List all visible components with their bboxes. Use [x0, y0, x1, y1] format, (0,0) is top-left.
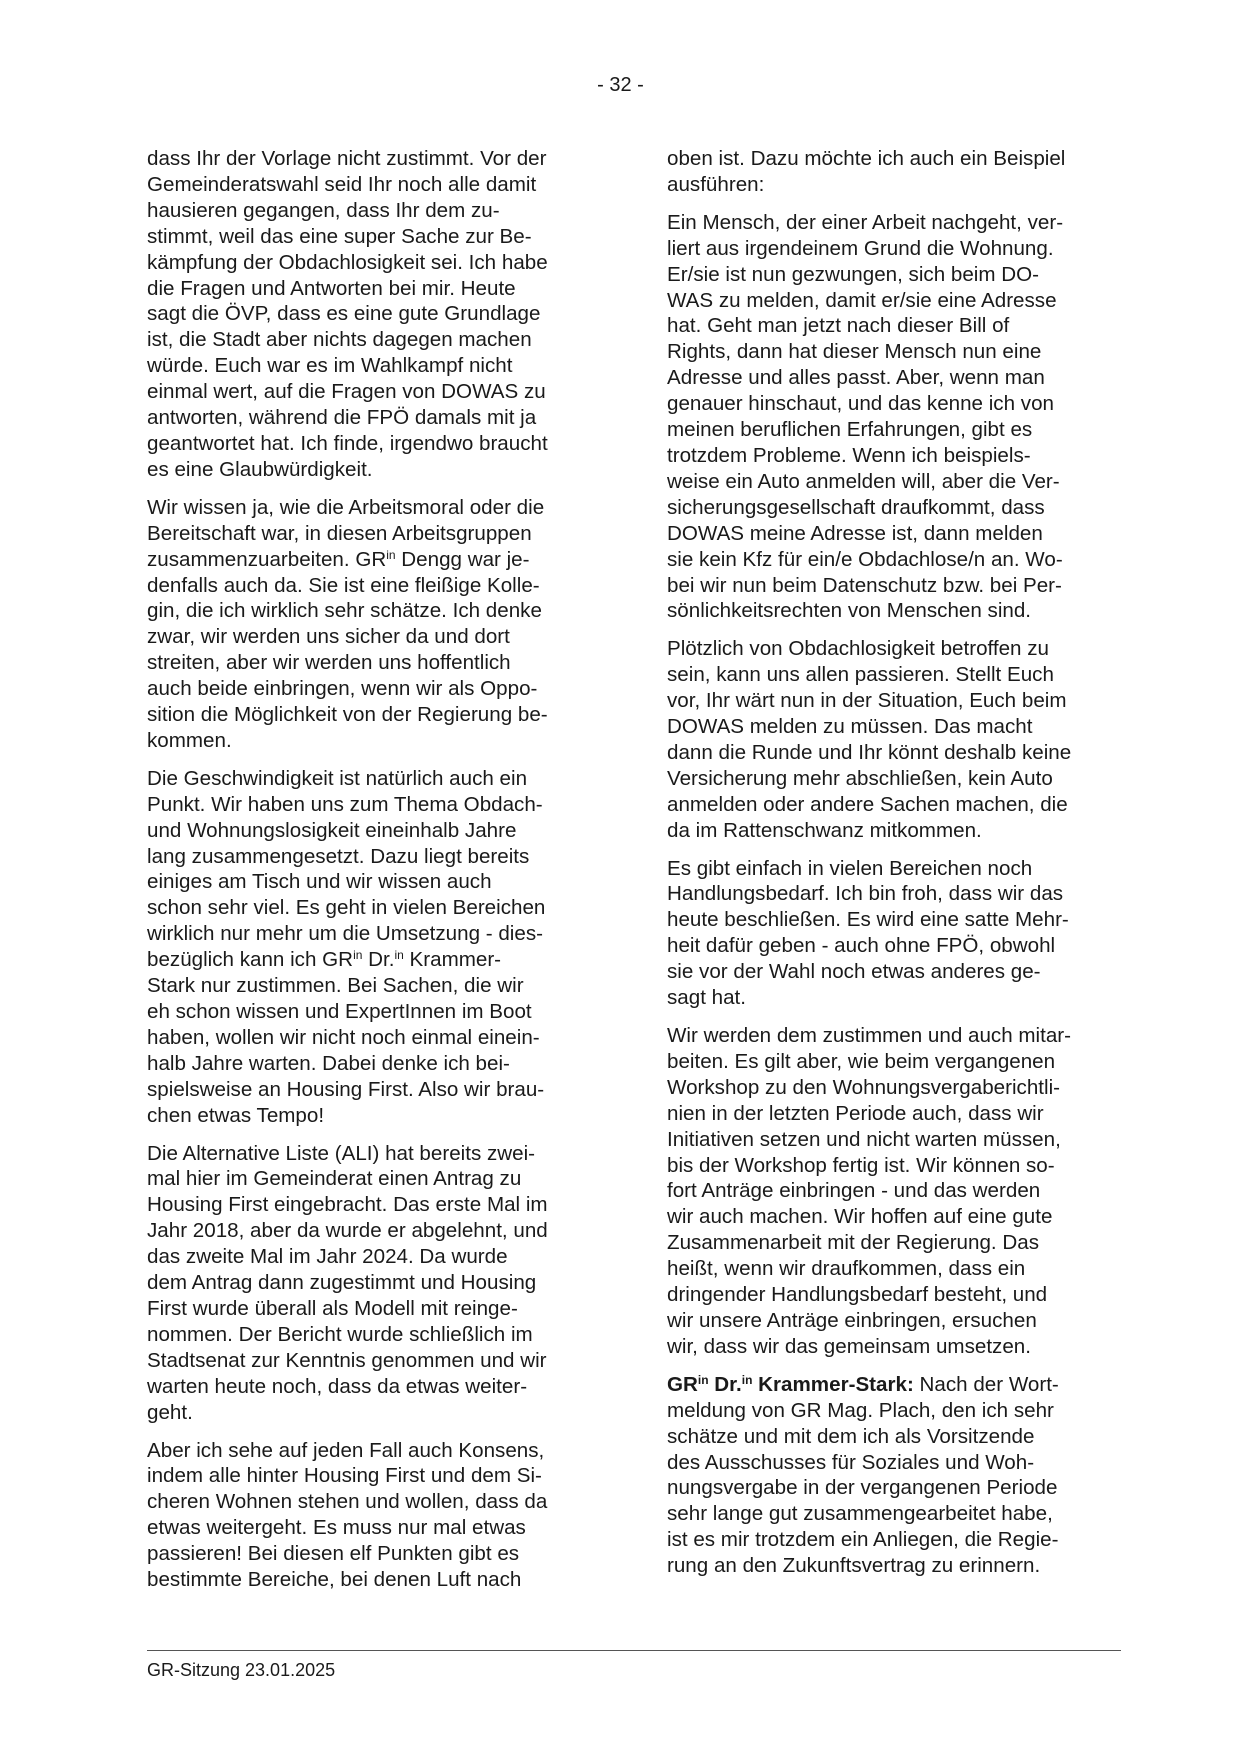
text-line: sie vor der Wahl noch etwas anderes ge- [667, 960, 1041, 984]
text-line: einmal wert, auf die Fragen von DOWAS zu [147, 380, 546, 404]
text-line: Jahr 2018, aber da wurde er abgelehnt, und [147, 1219, 548, 1243]
text-line: hausieren gegangen, dass Ihr dem zu- [147, 198, 500, 222]
text-line: heißt, wenn wir draufkommen, dass ein [667, 1257, 1026, 1281]
page-number: - 32 - [597, 74, 644, 96]
text-line: warten heute noch, dass da etwas weiter- [147, 1374, 528, 1398]
text-line: spielsweise an Housing First. Also wir brau- [147, 1077, 545, 1101]
right-column [667, 146, 1127, 1591]
text-line: vor, Ihr wärt nun in der Situation, Euch beim [667, 689, 1067, 713]
text-line: DOWAS meine Adresse ist, dann melden [667, 521, 1043, 545]
text-line: eh schon wissen und ExpertInnen im Boot [147, 1000, 532, 1023]
text-line: sagt hat. [667, 986, 746, 1010]
text-line: bezüglich kann ich $GR^{in}$ Dr.$^{in}$ Krammer- [147, 948, 502, 972]
text-line: kommen. [147, 728, 232, 752]
text-line: beiten. Es gilt aber, wie beim vergangenen [667, 1049, 1056, 1073]
text-line: wir auch machen. Wir hoffen auf eine gute [667, 1205, 1053, 1229]
text-line: einiges am Tisch und wir wissen auch [147, 870, 492, 894]
text-line: passieren! Bei diesen elf Punkten gibt es [147, 1542, 520, 1566]
paragraph [147, 1438, 597, 1593]
text-line: Gemeinderatswahl seid Ihr noch alle damit [147, 172, 537, 196]
text-line: chen etwas Tempo! [147, 1103, 325, 1127]
text-line: WAS zu melden, damit er/sie eine Adresse [667, 288, 1057, 312]
text-line: sönlichkeitsrechten von Menschen sind. [667, 599, 1032, 623]
text-line: Aber ich sehe auf jeden Fall auch Konsens, [147, 1438, 545, 1462]
text-line: und Wohnungslosigkeit eineinhalb Jahre [147, 818, 517, 842]
text-line: hat. Geht man jetzt nach dieser Bill of [667, 314, 1010, 338]
text-line: es eine Glaubwürdigkeit. [147, 457, 373, 481]
text-line: indem alle hinter Housing First und dem Si- [147, 1464, 542, 1488]
text-line: dass Ihr der Vorlage nicht zustimmt. Vor der [147, 147, 547, 170]
text-line: liert aus irgendeinem Grund die Wohnung. [667, 236, 1054, 260]
text-line: schon sehr viel. Es geht in vielen Bereichen [147, 896, 546, 920]
paragraph [667, 146, 1127, 198]
left-column [147, 146, 597, 1605]
text-line: mal hier im Gemeinderat einen Antrag zu [147, 1167, 522, 1191]
text-line: auch beide einbringen, wenn wir als Oppo- [147, 677, 538, 701]
text-line: Die Alternative Liste (ALI) hat bereits zwei- [147, 1141, 536, 1165]
text-line: heute beschließen. Es wird eine satte Mehr- [667, 908, 1069, 932]
paragraph [667, 1372, 1127, 1579]
text-line: Wir werden dem zustimmen und auch mitar- [667, 1024, 1072, 1047]
text-line: wir unsere Anträge einbringen, ersuchen [667, 1308, 1037, 1332]
text-line: kämpfung der Obdachlosigkeit sei. Ich habe [147, 250, 548, 274]
text-line: Plötzlich von Obdachlosigkeit betroffen zu [667, 637, 1049, 661]
text-line: das zweite Mal im Jahr 2024. Da wurde [147, 1245, 508, 1269]
text-line: lang zusammengesetzt. Dazu liegt bereits [147, 844, 530, 868]
text-line: streiten, aber wir werden uns hoffentlich [147, 651, 511, 675]
text-line: DOWAS melden zu müssen. Das macht [667, 715, 1033, 739]
text-line: anmelden oder andere Sachen machen, die [667, 792, 1068, 816]
paragraph [147, 766, 597, 1129]
text-line: trotzdem Probleme. Wenn ich beispiels- [667, 443, 1031, 467]
footer-divider [147, 1650, 1121, 1651]
text-line: meldung von GR Mag. Plach, den ich sehr [667, 1398, 1054, 1422]
text-line: ist es mir trotzdem ein Anliegen, die Regie- [667, 1528, 1059, 1552]
text-line: ist, die Stadt aber nichts dagegen machen [147, 328, 532, 352]
footer-session-date: GR-Sitzung 23.01.2025 [147, 1660, 336, 1680]
text-line: sehr lange gut zusammengearbeitet habe, [667, 1502, 1053, 1526]
text-line: wirklich nur mehr um die Umsetzung - dies- [147, 922, 543, 946]
text-line: geantwortet hat. Ich finde, irgendwo braucht [147, 431, 548, 455]
text-line: fort Anträge einbringen - und das werden [667, 1179, 1041, 1203]
text-line: stimmt, weil das eine super Sache zur Be- [147, 224, 532, 248]
paragraph [667, 1023, 1127, 1360]
paragraph [147, 1141, 597, 1426]
text-line: bei wir nun beim Datenschutz bzw. bei Per- [667, 573, 1062, 597]
text-line: Es gibt einfach in vielen Bereichen noch [667, 856, 1033, 880]
text-line: wir, dass wir das gemeinsam umsetzen. [667, 1334, 1031, 1358]
text-line: Er/sie ist nun gezwungen, sich beim DO- [667, 262, 1039, 286]
text-line: Adresse und alles passt. Aber, wenn man [667, 366, 1045, 390]
speaker-name: $GR^{in}$ Dr.$^{in}$ Krammer-Stark: [667, 1372, 914, 1396]
text-line: nommen. Der Bericht wurde schließlich im [147, 1322, 533, 1346]
text-line: da im Rattenschwanz mitkommen. [667, 818, 982, 842]
text-line: würde. Euch war es im Wahlkampf nicht [147, 354, 513, 378]
text-line: zusammenzuarbeiten. $GR^{in}$ Dengg war je- [147, 547, 530, 571]
text-line: Punkt. Wir haben uns zum Thema Obdach- [147, 792, 543, 816]
paragraph [667, 210, 1127, 625]
text-line: bestimmte Bereiche, bei denen Luft nach [147, 1568, 522, 1592]
text-line: Wir wissen ja, wie die Arbeitsmoral oder die [147, 495, 545, 519]
text-line: dem Antrag dann zugestimmt und Housing [147, 1271, 537, 1295]
text-line: gin, die ich wirklich sehr schätze. Ich denke [147, 599, 542, 623]
text-line: nungsvergabe in der vergangenen Periode [667, 1476, 1058, 1500]
text-line: Bereitschaft war, in diesen Arbeitsgruppen [147, 521, 532, 545]
text-line: sicherungsgesellschaft draufkommt, dass [667, 495, 1045, 519]
text-line: Rights, dann hat dieser Mensch nun eine [667, 340, 1042, 364]
text-line: sagt die ÖVP, dass es eine gute Grundlage [147, 302, 541, 326]
text-line: Versicherung mehr abschließen, kein Auto [667, 766, 1053, 790]
text-line: etwas weitergeht. Es muss nur mal etwas [147, 1516, 526, 1540]
text-line: ausführen: [667, 172, 765, 196]
text-line: weise ein Auto anmelden will, aber die Ver- [667, 469, 1060, 493]
text-line: bis der Workshop fertig ist. Wir können so- [667, 1153, 1055, 1177]
paragraph [667, 636, 1127, 843]
text-line: meinen beruflichen Erfahrungen, gibt es [667, 418, 1033, 442]
text-line: denfalls auch da. Sie ist eine fleißige Kolle- [147, 573, 540, 597]
text-line: schätze und mit dem ich als Vorsitzende [667, 1424, 1035, 1448]
text-line: cheren Wohnen stehen und wollen, dass da [147, 1490, 548, 1514]
text-line: Zusammenarbeit mit der Regierung. Das [667, 1231, 1039, 1255]
text-line: zwar, wir werden uns sicher da und dort [147, 625, 510, 649]
text-line: oben ist. Dazu möchte ich auch ein Beispiel [667, 147, 1066, 170]
text-line: sie kein Kfz für ein/e Obdachlose/n an. Wo- [667, 547, 1063, 571]
text-line: Die Geschwindigkeit ist natürlich auch ein [147, 766, 528, 790]
text-line: Handlungsbedarf. Ich bin froh, dass wir das [667, 882, 1064, 906]
text-line: $GR^{in}$ Dr.$^{in}$ Krammer-Stark: Nach der Wort- [667, 1372, 1059, 1396]
text-line: geht. [147, 1400, 193, 1424]
text-line: die Fragen und Antworten bei mir. Heute [147, 276, 516, 300]
text-line: Stark nur zustimmen. Bei Sachen, die wir [147, 974, 524, 998]
text-line: Stadtsenat zur Kenntnis genommen und wir [147, 1348, 547, 1372]
text-line: rung an den Zukunftsvertrag zu erinnern. [667, 1554, 1041, 1578]
text-line: genauer hinschaut, und das kenne ich von [667, 392, 1054, 416]
text-line: haben, wollen wir nicht noch einmal einein- [147, 1025, 540, 1049]
text-line: Workshop zu den Wohnungsvergaberichtli- [667, 1075, 1061, 1099]
text-line: Ein Mensch, der einer Arbeit nachgeht, ver- [667, 210, 1064, 234]
paragraph [147, 146, 597, 483]
text-line: sein, kann uns allen passieren. Stellt Euch [667, 663, 1054, 687]
text-line: dann die Runde und Ihr könnt deshalb keine [667, 740, 1072, 764]
paragraph [147, 495, 597, 754]
text-line: Initiativen setzen und nicht warten müssen, [667, 1127, 1061, 1151]
text-line: sition die Möglichkeit von der Regierung be- [147, 703, 548, 727]
text-line: Housing First eingebracht. Das erste Mal im [147, 1193, 548, 1217]
text-line: heit dafür geben - auch ohne FPÖ, obwohl [667, 934, 1056, 958]
text-line: antworten, während die FPÖ damals mit ja [147, 406, 537, 430]
text-line: First wurde überall als Modell mit reinge- [147, 1296, 518, 1320]
paragraph [667, 856, 1127, 1011]
text-line: halb Jahre warten. Dabei denke ich bei- [147, 1051, 510, 1075]
text-line: nien in der letzten Periode auch, dass wir [667, 1101, 1044, 1125]
text-line: des Ausschusses für Soziales und Woh- [667, 1450, 1035, 1474]
text-line: dringender Handlungsbedarf besteht, und [667, 1283, 1048, 1307]
